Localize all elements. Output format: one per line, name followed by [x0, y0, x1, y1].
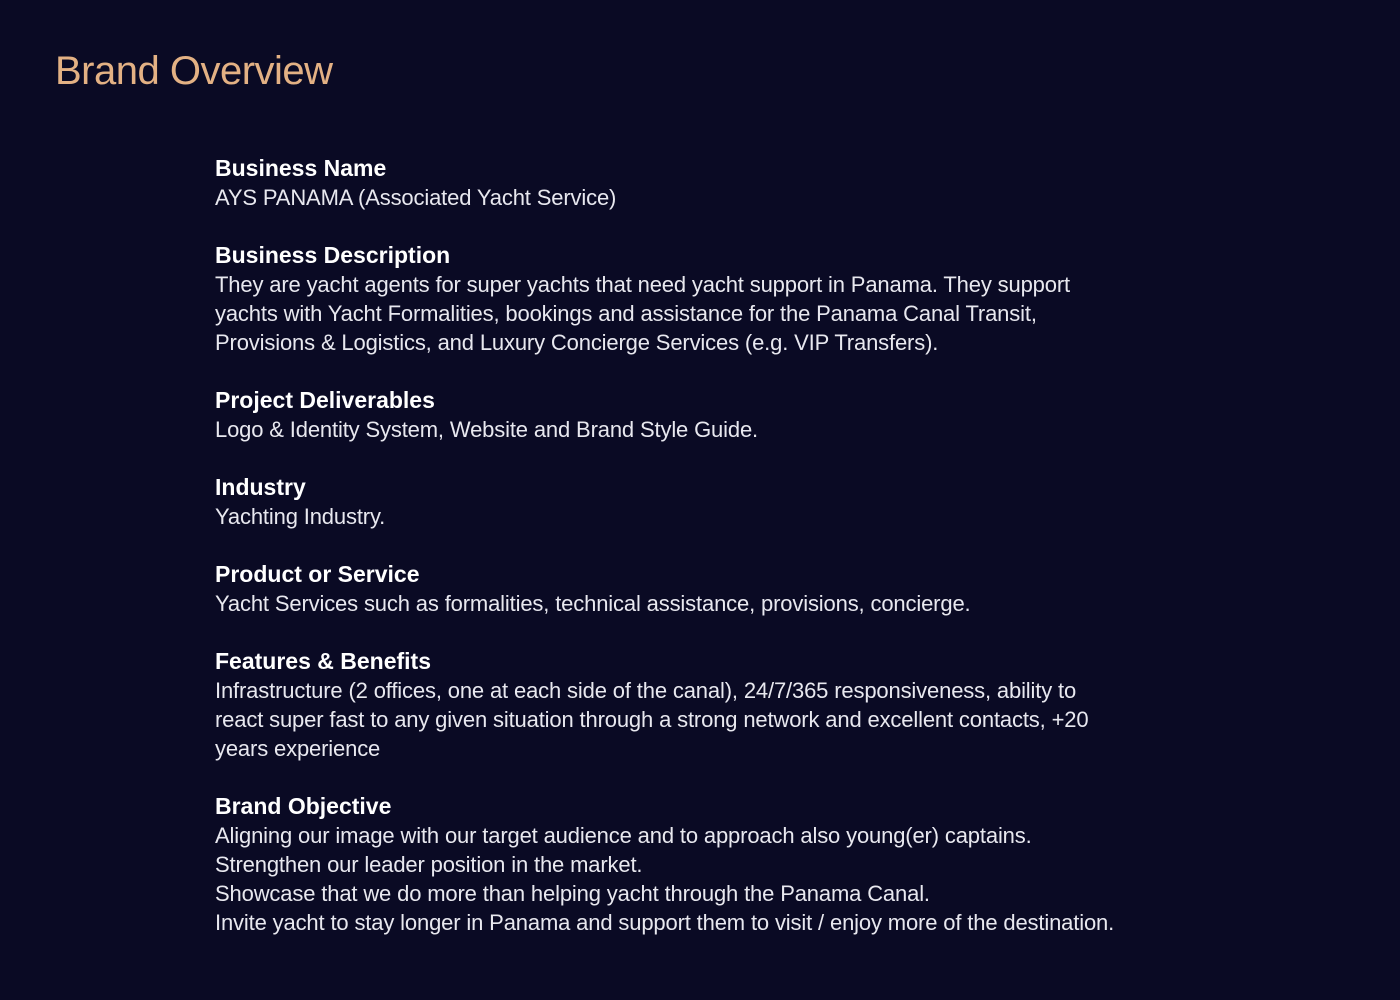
- body-line: yachts with Yacht Formalities, bookings and assistance for the Panama Canal Transit,: [215, 301, 1037, 326]
- page-title: Brand Overview: [55, 49, 333, 93]
- section-heading: Business Name: [215, 155, 387, 181]
- body-line: react super fast to any given situation through a strong network and excellent contacts, +20: [215, 707, 1089, 732]
- section-heading: Features & Benefits: [215, 648, 432, 674]
- brand-overview-sections: [215, 154, 1215, 966]
- section-body: [215, 415, 1215, 444]
- section-heading: Brand Objective: [215, 793, 392, 819]
- section-body: [215, 502, 1215, 531]
- body-line: Yacht Services such as formalities, technical assistance, provisions, concierge.: [215, 591, 971, 616]
- body-line: Strengthen our leader position in the market.: [215, 852, 643, 877]
- section-heading: Product or Service: [215, 561, 420, 587]
- section-features-benefits: [215, 647, 1215, 763]
- body-line: Provisions & Logistics, and Luxury Concierge Services (e.g. VIP Transfers).: [215, 330, 939, 355]
- body-line: years experience: [215, 736, 381, 761]
- section-heading: Business Description: [215, 242, 451, 268]
- section-body: [215, 676, 1215, 763]
- section-business-name: [215, 154, 1215, 212]
- body-line: Showcase that we do more than helping yacht through the Panama Canal.: [215, 881, 930, 906]
- section-industry: [215, 473, 1215, 531]
- section-product-or-service: [215, 560, 1215, 618]
- body-line: Yachting Industry.: [215, 504, 386, 529]
- body-line: AYS PANAMA (Associated Yacht Service): [215, 185, 617, 210]
- body-line: Aligning our image with our target audience and to approach also young(er) captains.: [215, 823, 1032, 848]
- body-line: Infrastructure (2 offices, one at each side of the canal), 24/7/365 responsiveness, ability to: [215, 678, 1077, 703]
- section-heading: Industry: [215, 474, 306, 500]
- section-project-deliverables: [215, 386, 1215, 444]
- body-line: Invite yacht to stay longer in Panama and support them to visit / enjoy more of the destination.: [215, 910, 1115, 935]
- body-line: They are yacht agents for super yachts that need yacht support in Panama. They support: [215, 272, 1070, 297]
- section-body: [215, 821, 1215, 937]
- section-body: [215, 589, 1215, 618]
- section-business-description: [215, 241, 1215, 357]
- section-heading: Project Deliverables: [215, 387, 435, 413]
- section-body: [215, 183, 1215, 212]
- section-brand-objective: [215, 792, 1215, 937]
- section-body: [215, 270, 1215, 357]
- body-line: Logo & Identity System, Website and Brand Style Guide.: [215, 417, 759, 442]
